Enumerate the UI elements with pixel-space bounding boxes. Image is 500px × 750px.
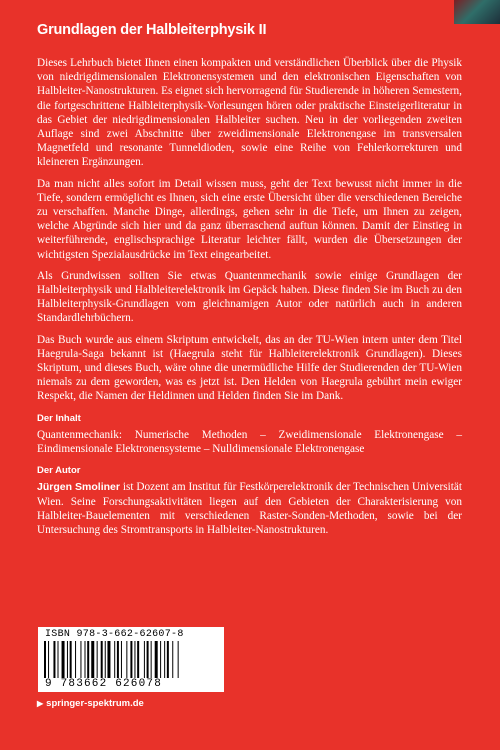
description-block: [37, 56, 462, 544]
description-paragraph: Dieses Lehrbuch bietet Ihnen einen kompakten und verständlichen Überblick über die Physik von niedrigdimensionalen Elektronensystemen und den elektronischen Eigenschaften von Halbleiter-Nanostrukturen. Es eignet sich hervorragend für Studierende in höheren Semestern, die fortgeschrittene Halbleiterphysik-Vorlesungen hören oder praktische Einsteigerliteratur in das Gebiet der niedrigdimensionalen Halbleiter suchen. Neu in der vorliegenden zweiten Auflage sind zwei Abschnitte über zweidimensionale Elektronengase im transversalen Magnetfeld und resonante Tunneldioden, sowie eine Reihe von Fehlerkorrekturen und kleineren Ergänzungen.: [37, 57, 462, 169]
inhalt-heading: Der Inhalt: [37, 412, 81, 424]
publisher-link[interactable]: [37, 698, 144, 709]
inhalt-text: Quantenmechanik: Numerische Methoden – Zweidimensionale Elektronengase – Eindimensionale Elektronensysteme – Nulldimensionale Elektronengase: [37, 428, 462, 456]
description-paragraph: Das Buch wurde aus einem Skriptum entwickelt, das an der TU-Wien intern unter dem Titel Haegrula-Saga bekannt ist (Haegrula steht für Halbleiterelektronik Grundlagen). Dieses Skriptum, und dieses Buch, wäre ohne die unermüdliche Hilfe der Studierenden der TU-Wien niemals zu dem geworden, was es jetzt ist. Den Helden von Haegrula gebührt mein ewiger Respekt, die Namen der Heldinnen und Helden finden Sie im Dank.: [37, 333, 462, 403]
cover-corner-image: [454, 0, 500, 24]
barcode-icon: [44, 641, 218, 678]
isbn-label: ISBN 978-3-662-62607-8: [45, 629, 184, 640]
author-bio: ist Dozent am Institut für Festkörperelektronik der Technischen Universität Wien. Seine Forschungsaktivitäten liegen auf den Gebieten der Charakterisierung von Halbleiter-Bauelementen mit verschiedenen Raster-Sonden-Methoden, sowie bei der Untersuchung des Stromtransports in Halbleiter-Nanostrukturen.: [37, 481, 463, 537]
arrow-right-icon: ▶: [37, 699, 44, 708]
publisher-url: springer-spektrum.de: [46, 698, 144, 709]
author-name: Jürgen Smoliner: [37, 481, 120, 494]
autor-heading: Der Autor: [37, 465, 81, 477]
description-paragraph: Als Grundwissen sollten Sie etwas Quantenmechanik sowie einige Grundlagen der Halbleiterphysik und Halbleiterelektronik im Gepäck haben. Diese finden Sie im Buch zu den Halbleiterphysik-Grundlagen vom gleichnamigen Autor oder natürlich auch in anderen Standardlehrbüchern.: [37, 269, 462, 325]
back-cover-title: Grundlagen der Halbleiterphysik II: [37, 22, 267, 38]
isbn-barcode: [38, 627, 224, 692]
ean-digits: 9 783662 626078: [45, 678, 163, 690]
description-paragraph: Da man nicht alles sofort im Detail wissen muss, geht der Text bewusst nicht immer in die Tiefe, sondern ermöglicht es Ihnen, sich eine erste Übersicht über die verschiedenen Bereiche zu verschaffen. Manche Dinge, allerdings, gehen sehr in die Tiefe, um Ihnen zu zeigen, welche Abgründe sich hier und da ganz überraschend auftun können. Damit der Einstieg in weiterführende, englischsprachige Literatur leichter fällt, wurden die Übersetzungen der wichtigsten Spezialausdrücke im Text eingearbeitet.: [37, 177, 462, 261]
autor-text: [37, 480, 462, 537]
